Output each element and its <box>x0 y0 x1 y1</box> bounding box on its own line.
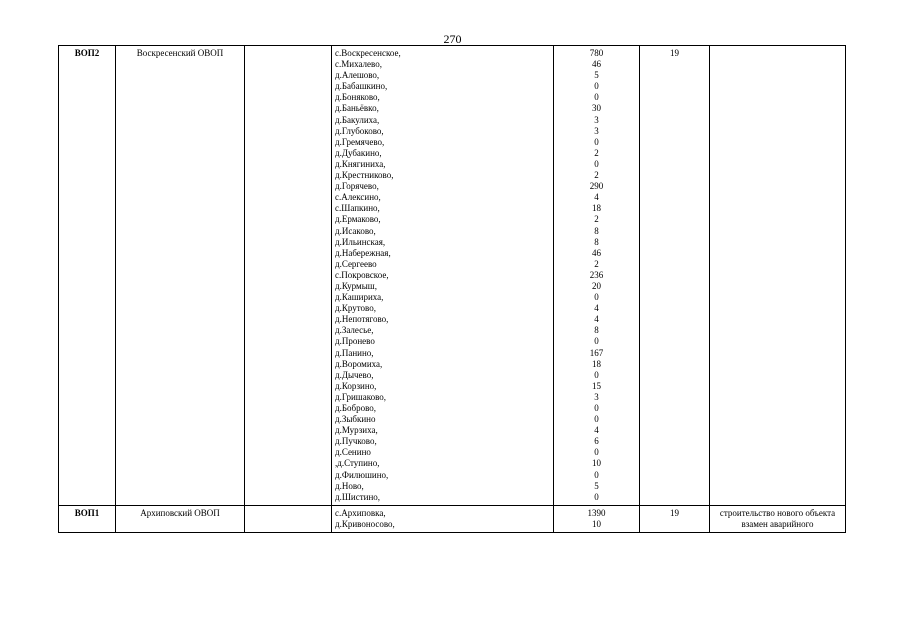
settlement-name: д.Крутово, <box>335 303 376 314</box>
settlement-name: д.Бакулиха, <box>335 114 380 125</box>
settlement-name: д.Горячево, <box>335 181 379 192</box>
settlement-name: с.Шапкино, <box>335 203 380 214</box>
settlement-name: д.Кашириха, <box>335 292 384 303</box>
settlement-name: д.Пронево <box>335 336 375 347</box>
settlement-name: д.Баньёвко, <box>335 103 379 114</box>
facility-code: ВОП1 <box>59 505 116 532</box>
note-line: строительство нового объекта <box>719 507 836 518</box>
settlement-name: д.Дычево, <box>335 369 374 380</box>
population-value: 2 <box>594 214 599 225</box>
facility-number: 19 <box>640 505 710 532</box>
facility-note <box>710 505 846 532</box>
facilities-table <box>58 45 846 533</box>
settlement-name: с.Архиповка, <box>335 507 386 518</box>
population-value: 0 <box>594 292 599 303</box>
settlement-name: с.Михалево, <box>335 59 382 70</box>
settlement-name: д.Глубоково, <box>335 125 384 136</box>
population-value: 5 <box>594 480 599 491</box>
population-value: 2 <box>594 147 599 158</box>
population-value: 3 <box>594 391 599 402</box>
population-value: 0 <box>594 414 599 425</box>
population-value: 18 <box>592 358 601 369</box>
population-cell <box>554 46 640 506</box>
settlement-name: д.Гремячево, <box>335 136 385 147</box>
population-value: 0 <box>594 469 599 480</box>
settlement-name: д.Пучково, <box>335 436 377 447</box>
population-value: 0 <box>594 403 599 413</box>
population-value: 4 <box>594 314 599 325</box>
population-value: 15 <box>592 380 601 391</box>
population-value: 8 <box>594 325 599 336</box>
settlement-name: д.Алешово, <box>335 70 380 81</box>
facility-name: Воскресенский ОВОП <box>116 46 245 506</box>
settlement-name: д.Крестниково, <box>335 170 394 181</box>
settlement-name: д.Ильинская, <box>335 236 386 247</box>
settlement-name: д.Зыбкино <box>335 414 376 425</box>
population-value: 8 <box>594 225 599 236</box>
settlement-name: д.Гришаково, <box>335 391 387 402</box>
settlement-name: с.Покровское, <box>335 269 389 280</box>
population-value: 0 <box>594 158 599 169</box>
settlement-name: ,д.Ступино, <box>335 458 380 469</box>
settlement-name: д.Панино, <box>335 347 374 358</box>
settlement-name: д.Дубакино, <box>335 147 382 158</box>
settlement-name: д.Княгиниха, <box>335 158 386 169</box>
population-value: 4 <box>594 192 599 203</box>
settlement-name: д.Мурзиха, <box>335 425 378 436</box>
table-row <box>59 46 846 506</box>
settlement-name: д.Курмыш, <box>335 280 377 291</box>
settlement-name: д.Ермаково, <box>335 214 381 225</box>
settlement-name: д.Корзино, <box>335 380 377 391</box>
table-row <box>59 505 846 532</box>
settlement-name: д.Залесье, <box>335 325 374 336</box>
settlement-name: д.Шистино, <box>335 491 381 502</box>
population-value: 30 <box>592 103 601 114</box>
population-value: 3 <box>594 125 599 136</box>
population-value: 46 <box>592 247 601 258</box>
settlement-name: д.Боняково, <box>335 92 380 103</box>
note-line: взамен аварийного <box>741 518 814 529</box>
population-value: 0 <box>594 447 599 458</box>
population-value: 2 <box>594 170 599 181</box>
settlement-name: д.Набережная, <box>335 247 391 258</box>
settlement-name: д.Непотягово, <box>335 314 389 325</box>
population-value: 3 <box>594 114 599 125</box>
settlement-name: д.Филюшино, <box>335 469 389 480</box>
population-value: 290 <box>589 181 604 192</box>
population-value: 0 <box>594 369 599 380</box>
facility-code: ВОП2 <box>59 46 116 506</box>
page-number: 270 <box>443 32 462 46</box>
facility-number: 19 <box>640 46 710 506</box>
population-value: 18 <box>592 203 601 214</box>
population-value: 5 <box>594 70 599 81</box>
population-value: 6 <box>594 436 599 447</box>
settlements-cell <box>332 505 554 532</box>
population-value: 4 <box>594 425 599 436</box>
population-value: 0 <box>594 491 599 502</box>
settlements-cell <box>332 46 554 506</box>
population-value: 20 <box>592 280 601 291</box>
settlement-name: д.Сергеево <box>335 258 377 269</box>
settlement-name: д.Бабашкино, <box>335 81 388 92</box>
population-value: 0 <box>594 336 599 347</box>
table-body <box>59 46 846 533</box>
settlement-name: с.Воскресенское, <box>335 48 401 58</box>
facility-note <box>710 46 846 506</box>
facility-extra <box>245 505 332 532</box>
settlement-name: д.Ново, <box>335 480 364 491</box>
population-value: 236 <box>589 269 604 280</box>
settlement-name: с.Алексино, <box>335 192 381 203</box>
population-value: 46 <box>592 59 601 70</box>
settlement-name: д.Воромиха, <box>335 358 383 369</box>
population-value: 167 <box>589 347 604 358</box>
facility-extra <box>245 46 332 506</box>
settlement-name: д.Боброво, <box>335 403 377 413</box>
population-value: 1390 <box>587 507 606 518</box>
facility-name: Архиповский ОВОП <box>116 505 245 532</box>
population-value: 4 <box>594 303 599 314</box>
population-value: 10 <box>592 458 601 469</box>
population-value: 0 <box>594 136 599 147</box>
population-value: 780 <box>589 48 604 58</box>
population-value: 0 <box>594 81 599 92</box>
population-value: 2 <box>594 258 599 269</box>
population-cell <box>554 505 640 532</box>
population-value: 10 <box>592 518 601 529</box>
settlement-name: д.Кривоносово, <box>335 518 395 529</box>
population-value: 0 <box>594 92 599 103</box>
settlement-name: д.Сенино <box>335 447 371 458</box>
settlement-name: д.Исаково, <box>335 225 376 236</box>
population-value: 8 <box>594 236 599 247</box>
